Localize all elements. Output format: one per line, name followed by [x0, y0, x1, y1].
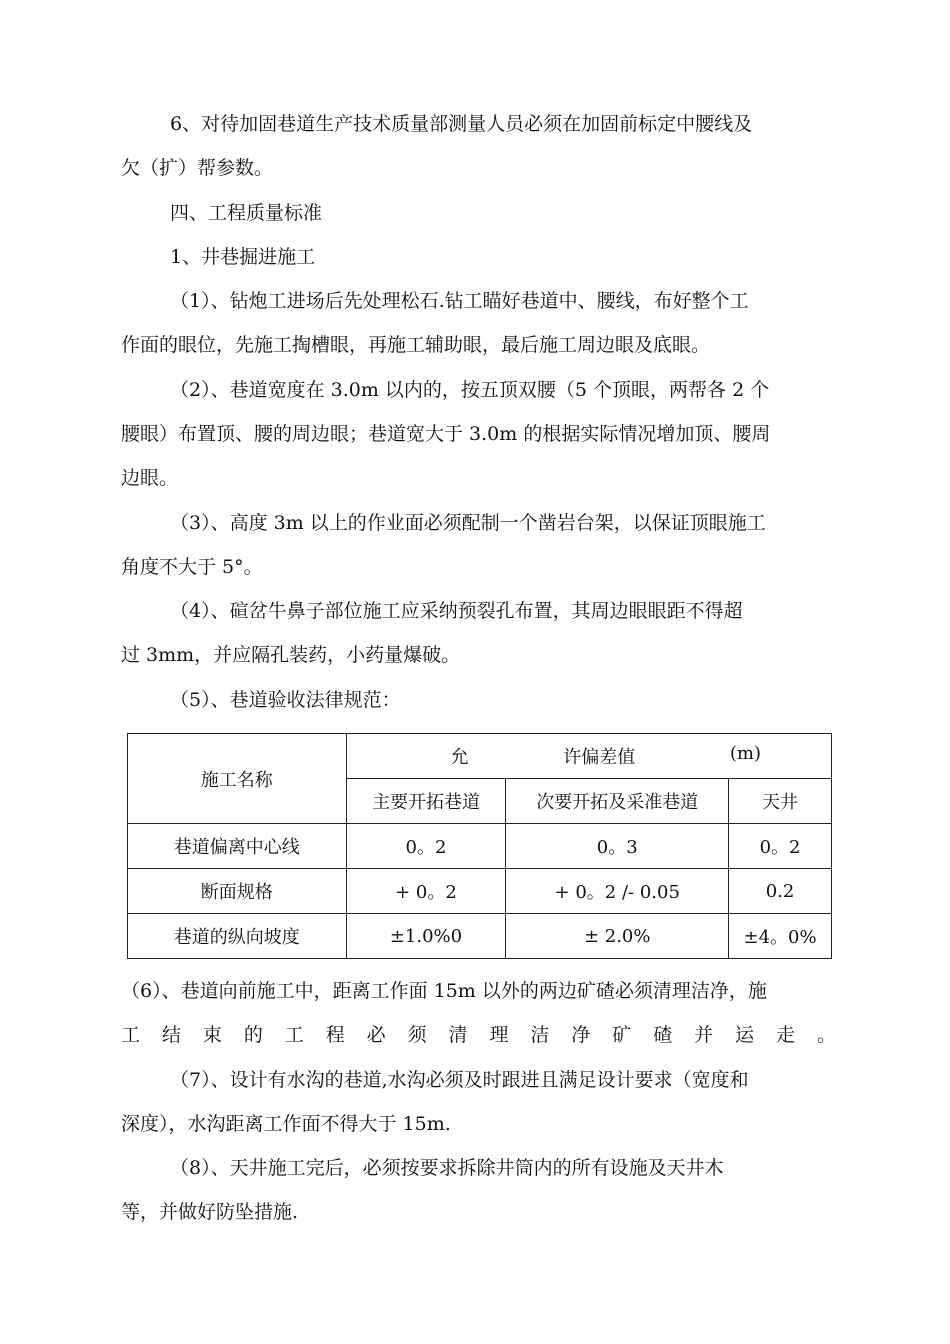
item-8-line-2: 等，并做好防坠措施. [121, 1201, 299, 1223]
justified-char: 束 [202, 1024, 222, 1046]
item-4-line-1: （4）、碹岔牛鼻子部位施工应采纳预裂孔布置，其周边眼眼距不得超 [170, 600, 743, 622]
item-1-line-2: 作面的眼位，先施工掏槽眼，再施工辅助眼，最后施工周边眼及底眼。 [121, 334, 711, 356]
header-main-roadway: 主要开拓巷道 [346, 779, 506, 824]
item-1-line-1: （1）、钻炮工进场后先处理松石.钻工瞄好巷道中、腰线，布好整个工 [170, 290, 749, 312]
justified-char: 须 [407, 1024, 427, 1046]
item-7-line-1: （7）、设计有水沟的巷道,水沟必须及时跟进且满足设计要求（宽度和 [170, 1069, 749, 1091]
justified-char: 净 [571, 1024, 591, 1046]
header-raise: 天井 [729, 779, 832, 824]
table-row [128, 824, 832, 869]
item-3-line-2: 角度不大于 5°。 [121, 556, 263, 578]
row-name: 巷道偏离中心线 [128, 824, 347, 869]
tolerance-table [127, 733, 832, 959]
header-tolerance-unit: (m) [729, 743, 761, 764]
item-6-line-1: （6）、巷道向前施工中，距离工作面 15m 以外的两边矿碴必须清理洁净，施 [121, 980, 767, 1002]
row-value-raise: ±4。0% [729, 914, 832, 959]
item-5-line: （5）、巷道验收法律规范： [170, 689, 401, 711]
header-tolerance-part-1: 允 [450, 747, 469, 768]
row-value-main: + 0。2 [346, 869, 506, 914]
justified-char: 。 [816, 1024, 836, 1046]
justified-char: 结 [161, 1024, 181, 1046]
row-value-secondary: ± 2.0% [506, 914, 729, 959]
justified-char: 理 [489, 1024, 509, 1046]
item-2-line-1: （2）、巷道宽度在 3.0m 以内的，按五顶双腰（5 个顶眼，两帮各 2 个 [170, 379, 770, 401]
para-6-line-1: 6、对待加固巷道生产技术质量部测量人员必须在加固前标定中腰线及 [170, 113, 753, 135]
justified-char: 清 [448, 1024, 468, 1046]
row-value-secondary: 0。3 [506, 824, 729, 869]
item-8-line-1: （8）、天井施工完后，必须按要求拆除井筒内的所有设施及天井木 [170, 1157, 724, 1179]
justified-char: 程 [325, 1024, 345, 1046]
justified-char: 工 [284, 1024, 304, 1046]
item-7-line-2: 深度），水沟距离工作面不得大于 15m. [121, 1113, 451, 1135]
row-value-raise: 0.2 [729, 869, 832, 914]
header-secondary-roadway: 次要开拓及采准巷道 [506, 779, 729, 824]
section-heading-quality: 四、工程质量标准 [170, 202, 323, 224]
justified-char: 工 [121, 1024, 141, 1046]
justified-char: 运 [735, 1024, 755, 1046]
header-construction-name: 施工名称 [128, 734, 347, 824]
row-value-main: ±1.0%0 [346, 914, 506, 959]
justified-char: 的 [243, 1024, 263, 1046]
row-value-secondary: + 0。2 /- 0.05 [506, 869, 729, 914]
justified-char: 洁 [530, 1024, 550, 1046]
justified-char: 并 [694, 1024, 714, 1046]
header-tolerance [346, 734, 831, 779]
item-6-line-2 [121, 1023, 836, 1047]
justified-char: 走 [776, 1024, 796, 1046]
justified-char: 碴 [653, 1024, 673, 1046]
item-3-line-1: （3）、高度 3m 以上的作业面必须配制一个凿岩台架，以保证顶眼施工 [170, 512, 766, 534]
item-4-line-2: 过 3mm，并应隔孔装药，小药量爆破。 [121, 644, 461, 666]
row-value-raise: 0。2 [729, 824, 832, 869]
justified-char: 矿 [612, 1024, 632, 1046]
item-2-line-2: 腰眼）布置顶、腰的周边眼；巷道宽大于 3.0m 的根据实际情况增加顶、腰周 [121, 423, 771, 445]
row-name: 巷道的纵向坡度 [128, 914, 347, 959]
table-row [128, 914, 832, 959]
row-value-main: 0。2 [346, 824, 506, 869]
table-row [128, 869, 832, 914]
para-6-line-2: 欠（扩）帮参数。 [121, 157, 274, 179]
row-name: 断面规格 [128, 869, 347, 914]
item-2-line-3: 边眼。 [121, 467, 179, 489]
subsection-heading-excavation: 1、井巷掘进施工 [170, 246, 316, 268]
justified-char: 必 [366, 1024, 386, 1046]
header-tolerance-part-2: 许偏差值 [563, 747, 636, 768]
